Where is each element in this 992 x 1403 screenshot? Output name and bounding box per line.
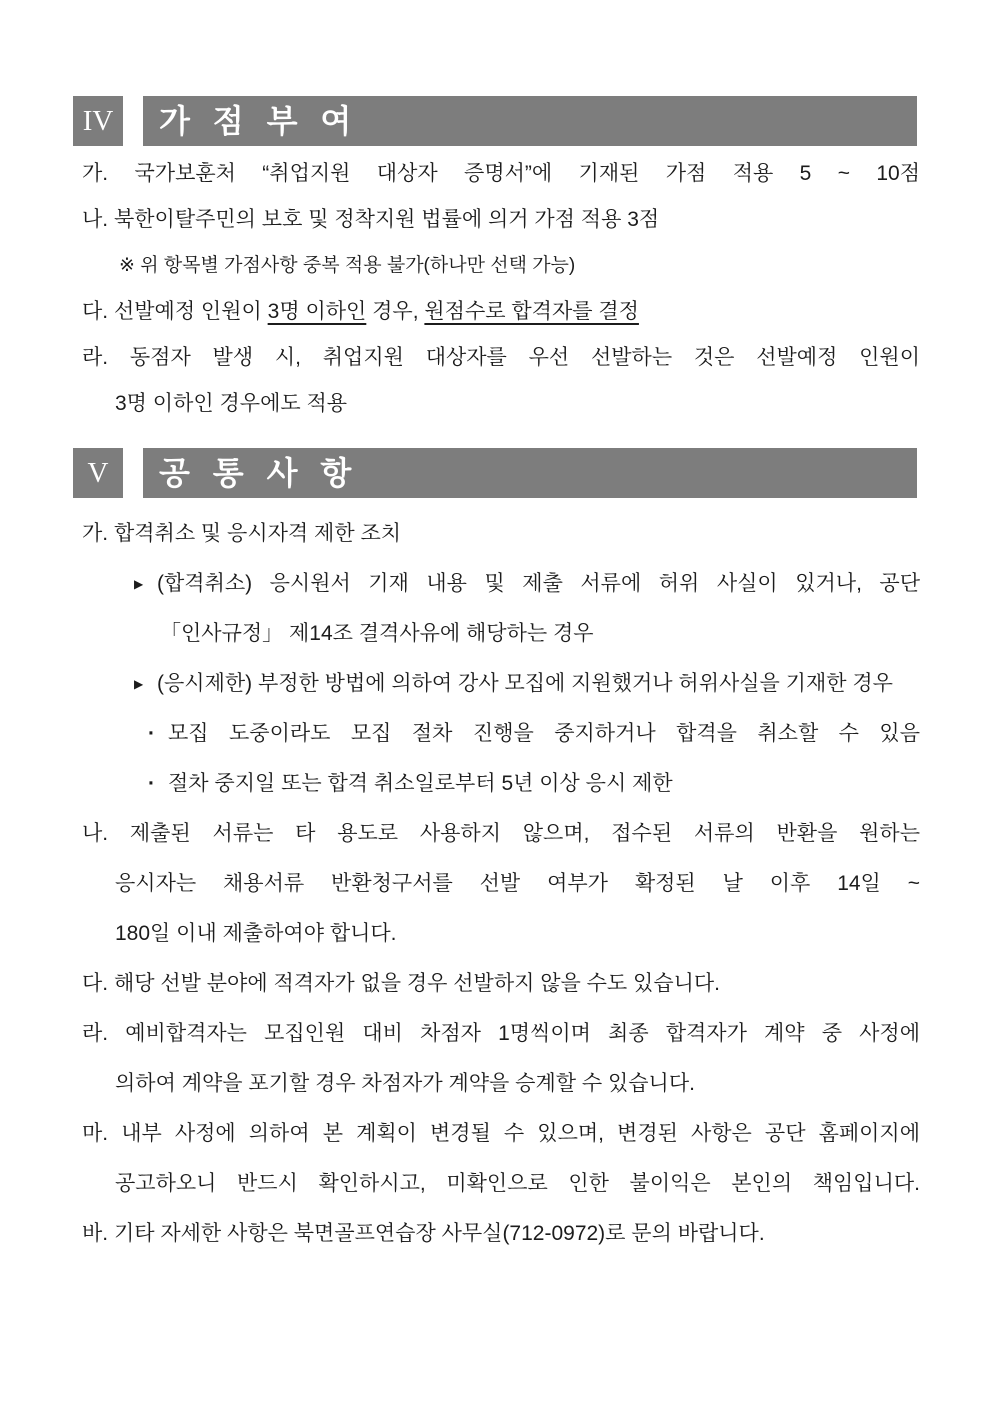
text-run: 라. 예비합격자는 모집인원 대비 차점자 1명씩이며 최종 합격자가 계약 중 사정에 [82,1022,920,1045]
text-run: (응시제한) 부정한 방법에 의하여 강사 모집에 지원했거나 허위사실을 기재한 경우 [157,672,893,695]
section-content [82,151,920,427]
text-line [82,243,920,289]
text-run: 절차 중지일 또는 합격 취소일로부터 5년 이상 응시 제한 [168,772,673,795]
text-run: 의하여 계약을 포기할 경우 차점자가 계약을 승계할 수 있습니다. [115,1072,695,1095]
text-line [82,1109,920,1159]
text-run: 3명 이하인 경우에도 적용 [115,392,348,415]
header-gap [123,448,143,498]
text-run: 공고하오니 반드시 확인하시고, 미확인으로 인한 불이익은 본인의 책임입니다. [115,1172,920,1195]
header-gap [123,96,143,146]
text-line [82,1209,920,1259]
underlined-text-run: 3명 이하인 [267,300,367,323]
text-line [82,1159,920,1209]
section-title: 공 통 사 항 [143,448,917,498]
text-line [82,335,920,381]
section-header [73,96,917,146]
text-line [82,859,920,909]
text-line [82,197,920,243]
arrow-bullet-icon: ▶ [134,677,144,691]
section [0,448,992,1259]
dot-bullet-icon: · [148,722,155,745]
text-line [82,809,920,859]
text-run: 라. 동점자 발생 시, 취업지원 대상자를 우선 선발하는 것은 선발예정 인원이 [82,346,920,369]
text-line [82,659,920,709]
underlined-text-run: 원점수로 합격자를 결정 [424,300,639,323]
arrow-bullet-icon: ▶ [134,577,144,591]
text-run: 180일 이내 제출하여야 합니다. [115,922,397,945]
text-run: 가. 국가보훈처 “취업지원 대상자 증명서”에 기재된 가점 적용 5 ~ 10점 [82,162,920,185]
text-line [82,909,920,959]
text-run: 나. 제출된 서류는 타 용도로 사용하지 않으며, 접수된 서류의 반환을 원하는 [82,822,920,845]
text-run: 마. 내부 사정에 의하여 본 계획이 변경될 수 있으며, 변경된 사항은 공단 홈페이지에 [82,1122,920,1145]
section-content [82,509,920,1259]
text-line [82,559,920,609]
text-run: 나. 북한이탈주민의 보호 및 정착지원 법률에 의거 가점 적용 3점 [82,208,660,231]
text-line [82,151,920,197]
text-line [82,959,920,1009]
text-line [82,759,920,809]
dot-bullet-icon: · [148,772,155,795]
text-line [82,1009,920,1059]
text-run: 응시자는 채용서류 반환청구서를 선발 여부가 확정된 날 이후 14일 ~ [115,872,920,895]
text-run: 다. 해당 선발 분야에 적격자가 없을 경우 선발하지 않을 수도 있습니다. [82,972,721,995]
text-run: 다. 선발예정 인원이 [82,300,268,323]
text-run: 경우, [366,300,425,323]
section [0,96,992,427]
text-run: 가. 합격취소 및 응시자격 제한 조치 [82,522,402,545]
text-run: (합격취소) 응시원서 기재 내용 및 제출 서류에 허위 사실이 있거나, 공단 [157,572,920,595]
text-run: 모집 도중이라도 모집 절차 진행을 중지하거나 합격을 취소할 수 있음 [168,722,920,745]
text-run: 바. 기타 자세한 사항은 북면골프연습장 사무실(712-0972)로 문의 바랍니다. [82,1222,765,1245]
text-run: 「인사규정」 제14조 결격사유에 해당하는 경우 [160,622,594,645]
text-line [82,609,920,659]
section-numeral-box: IV [73,96,123,146]
section-header [73,448,917,498]
text-line [82,1059,920,1109]
text-line [82,709,920,759]
text-line [82,509,920,559]
text-run: ※ 위 항목별 가점사항 중복 적용 불가(하나만 선택 가능) [119,255,576,276]
text-line [82,381,920,427]
section-numeral-box: V [73,448,123,498]
text-line [82,289,920,335]
section-title: 가 점 부 여 [143,96,917,146]
